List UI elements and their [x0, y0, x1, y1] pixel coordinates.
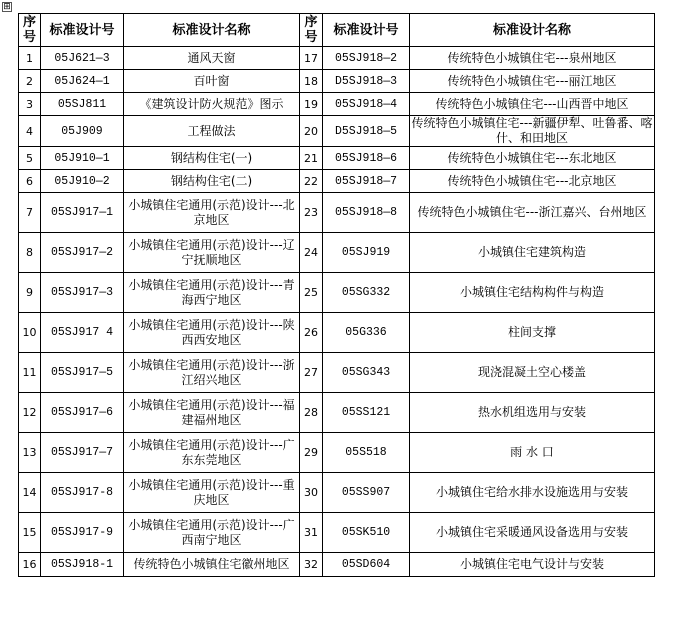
- cell-code-left: 05SJ917—2: [41, 233, 124, 273]
- cell-code-left: 05J624—1: [41, 70, 124, 93]
- cell-seq-right: 24: [300, 233, 323, 273]
- table-move-handle-icon[interactable]: ⊞: [3, 2, 11, 12]
- table-row: [19, 47, 655, 70]
- cell-code-right: 05SJ919: [323, 233, 410, 273]
- cell-name-right: 传统特色小城镇住宅---山西晋中地区: [410, 93, 655, 116]
- cell-code-left: 05SJ811: [41, 93, 124, 116]
- cell-code-right: 05SG332: [323, 273, 410, 313]
- cell-name-left: 百叶窗: [124, 70, 300, 93]
- cell-code-left: 05J621—3: [41, 47, 124, 70]
- cell-seq-left: 12: [19, 393, 41, 433]
- cell-name-left: 钢结构住宅(二): [124, 170, 300, 193]
- cell-code-right: 05G336: [323, 313, 410, 353]
- cell-name-left: 小城镇住宅通用(示范)设计---陕西西安地区: [124, 313, 300, 353]
- cell-code-right: 05SS121: [323, 393, 410, 433]
- table-row: [19, 93, 655, 116]
- cell-seq-left: 2: [19, 70, 41, 93]
- header-name-left: 标准设计名称: [124, 14, 300, 47]
- cell-seq-right: 31: [300, 513, 323, 553]
- cell-code-left: 05SJ917—1: [41, 193, 124, 233]
- cell-seq-left: 8: [19, 233, 41, 273]
- cell-seq-left: 10: [19, 313, 41, 353]
- header-code-right: 标准设计号: [323, 14, 410, 47]
- cell-seq-right: 28: [300, 393, 323, 433]
- cell-name-left: 小城镇住宅通用(示范)设计---青海西宁地区: [124, 273, 300, 313]
- cell-name-right: 柱间支撑: [410, 313, 655, 353]
- cell-seq-right: 30: [300, 473, 323, 513]
- cell-seq-right: 32: [300, 553, 323, 577]
- cell-name-left: 工程做法: [124, 116, 300, 147]
- table-row: [19, 273, 655, 313]
- cell-code-right: 05SD604: [323, 553, 410, 577]
- cell-seq-right: 21: [300, 147, 323, 170]
- cell-seq-left: 1: [19, 47, 41, 70]
- cell-name-left: 钢结构住宅(一): [124, 147, 300, 170]
- cell-code-right: 05SJ918—8: [323, 193, 410, 233]
- cell-seq-left: 11: [19, 353, 41, 393]
- table-body: [19, 47, 655, 577]
- cell-code-right: 05SJ918—4: [323, 93, 410, 116]
- cell-seq-right: 20: [300, 116, 323, 147]
- cell-seq-right: 18: [300, 70, 323, 93]
- cell-seq-right: 29: [300, 433, 323, 473]
- cell-seq-left: 4: [19, 116, 41, 147]
- cell-code-right: 05SJ918—6: [323, 147, 410, 170]
- table-row: [19, 116, 655, 147]
- cell-code-left: 05SJ917—7: [41, 433, 124, 473]
- cell-seq-left: 16: [19, 553, 41, 577]
- header-seq-left: 序号: [19, 14, 41, 47]
- standard-design-table: [18, 13, 655, 577]
- table-row: [19, 553, 655, 577]
- cell-name-right: 传统特色小城镇住宅---新疆伊犁、吐鲁番、喀什、和田地区: [411, 116, 653, 145]
- cell-seq-left: 5: [19, 147, 41, 170]
- cell-code-right: 05S518: [323, 433, 410, 473]
- cell-code-left: 05SJ917—3: [41, 273, 124, 313]
- cell-seq-right: 26: [300, 313, 323, 353]
- cell-name-left: 《建筑设计防火规范》图示: [124, 93, 300, 116]
- cell-name-right: 传统特色小城镇住宅---浙江嘉兴、台州地区: [410, 193, 655, 233]
- cell-name-left: 小城镇住宅通用(示范)设计---北京地区: [124, 193, 300, 233]
- cell-seq-right: 19: [300, 93, 323, 116]
- cell-seq-left: 7: [19, 193, 41, 233]
- table-row: [19, 170, 655, 193]
- cell-seq-right: 27: [300, 353, 323, 393]
- cell-seq-left: 9: [19, 273, 41, 313]
- cell-seq-left: 13: [19, 433, 41, 473]
- cell-seq-left: 14: [19, 473, 41, 513]
- cell-code-right: 05SS907: [323, 473, 410, 513]
- cell-name-right: 小城镇住宅结构构件与构造: [410, 273, 655, 313]
- cell-seq-left: 3: [19, 93, 41, 116]
- cell-name-right: 现浇混凝土空心楼盖: [410, 353, 655, 393]
- cell-name-left: 小城镇住宅通用(示范)设计---浙江绍兴地区: [124, 353, 300, 393]
- cell-code-right: D5SJ918—3: [323, 70, 410, 93]
- cell-code-left: 05J909: [41, 116, 124, 147]
- cell-seq-right: 23: [300, 193, 323, 233]
- table-row: [19, 433, 655, 473]
- table-row: [19, 313, 655, 353]
- cell-name-right: 热水机组选用与安装: [410, 393, 655, 433]
- table-row: [19, 193, 655, 233]
- cell-seq-right: 25: [300, 273, 323, 313]
- cell-name-right: 小城镇住宅电气设计与安装: [410, 553, 655, 577]
- cell-code-right: 05SK510: [323, 513, 410, 553]
- table-row: [19, 353, 655, 393]
- table-row: [19, 513, 655, 553]
- cell-code-left: 05J910—2: [41, 170, 124, 193]
- cell-code-right: 05SG343: [323, 353, 410, 393]
- cell-seq-right: 22: [300, 170, 323, 193]
- cell-seq-right: 17: [300, 47, 323, 70]
- header-code-left: 标准设计号: [41, 14, 124, 47]
- header-seq-right: 序号: [300, 14, 323, 47]
- cell-name-left: 小城镇住宅通用(示范)设计---福建福州地区: [124, 393, 300, 433]
- cell-name-left: 小城镇住宅通用(示范)设计---辽宁抚顺地区: [124, 233, 300, 273]
- cell-code-left: 05SJ917-8: [41, 473, 124, 513]
- table-row: [19, 70, 655, 93]
- table-row: [19, 473, 655, 513]
- cell-name-left: 小城镇住宅通用(示范)设计---重庆地区: [124, 473, 300, 513]
- cell-name-left: 小城镇住宅通用(示范)设计---广东东莞地区: [124, 433, 300, 473]
- cell-seq-left: 6: [19, 170, 41, 193]
- cell-code-right: 05SJ918—2: [323, 47, 410, 70]
- cell-code-left: 05SJ917—5: [41, 353, 124, 393]
- cell-code-right: D5SJ918—5: [323, 116, 410, 147]
- cell-seq-left: 15: [19, 513, 41, 553]
- cell-name-left: 小城镇住宅通用(示范)设计---广西南宁地区: [124, 513, 300, 553]
- cell-name-left: 通风天窗: [124, 47, 300, 70]
- cell-code-left: 05SJ917—6: [41, 393, 124, 433]
- cell-code-left: 05SJ917-9: [41, 513, 124, 553]
- cell-name-right: 传统特色小城镇住宅---泉州地区: [410, 47, 655, 70]
- header-name-right: 标准设计名称: [410, 14, 655, 47]
- cell-name-right: 传统特色小城镇住宅---丽江地区: [410, 70, 655, 93]
- table-row: [19, 147, 655, 170]
- cell-code-right: 05SJ918—7: [323, 170, 410, 193]
- header-row: [19, 14, 655, 47]
- cell-name-right: 小城镇住宅建筑构造: [410, 233, 655, 273]
- cell-code-left: 05J910—1: [41, 147, 124, 170]
- cell-code-left: 05SJ918-1: [41, 553, 124, 577]
- cell-name-right: 雨 水 口: [410, 433, 655, 473]
- cell-name-left: 传统特色小城镇住宅徽州地区: [124, 553, 300, 577]
- table-row: [19, 233, 655, 273]
- cell-name-right: 传统特色小城镇住宅---东北地区: [410, 147, 655, 170]
- cell-name-right: 传统特色小城镇住宅---北京地区: [410, 170, 655, 193]
- table-row: [19, 393, 655, 433]
- cell-name-right: 小城镇住宅给水排水设施选用与安装: [410, 473, 655, 513]
- cell-code-left: 05SJ917 4: [41, 313, 124, 353]
- cell-name-right: 小城镇住宅采暖通风设备选用与安装: [410, 513, 655, 553]
